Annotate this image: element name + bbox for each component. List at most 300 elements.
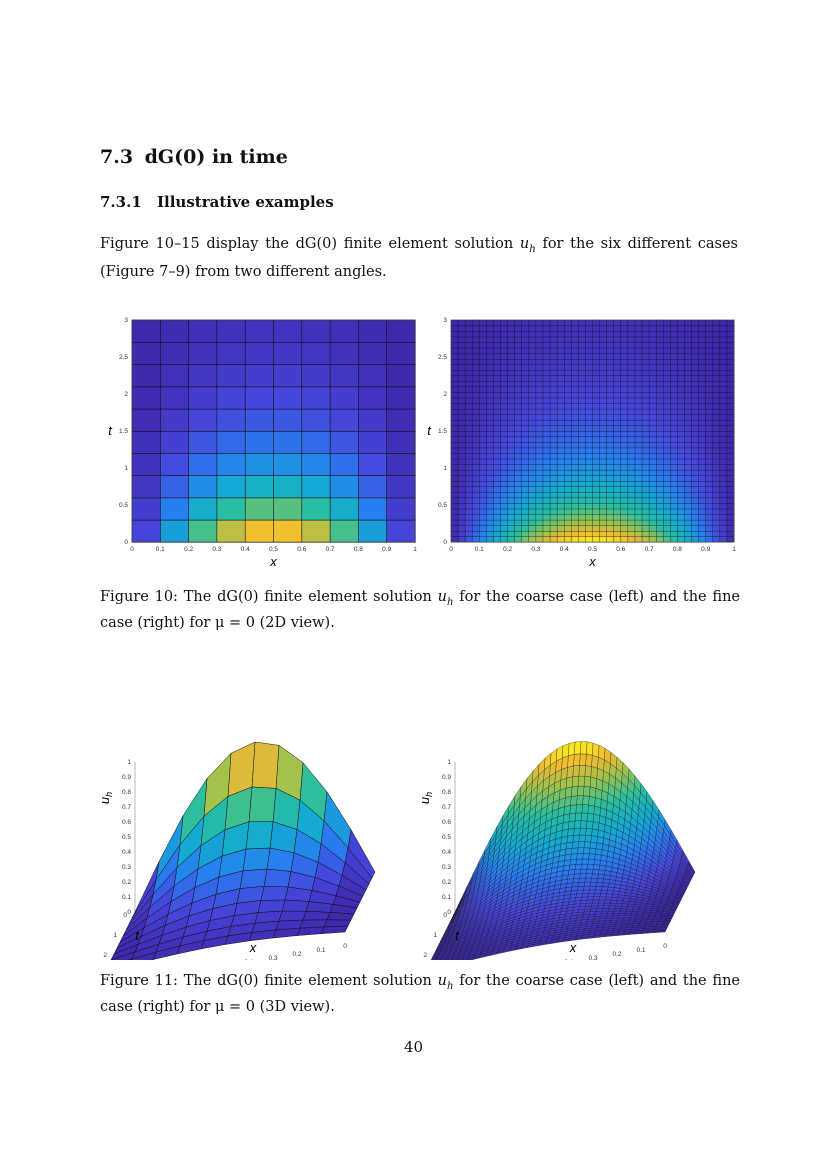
heatmap-cell	[670, 525, 677, 531]
heatmap-cell	[515, 531, 522, 537]
heatmap-cell	[656, 387, 663, 393]
heatmap-cell	[720, 431, 727, 437]
heatmap-cell	[451, 409, 458, 415]
heatmap-cell	[493, 525, 500, 531]
heatmap-cell	[706, 431, 713, 437]
heatmap-cell	[692, 525, 699, 531]
surface-face	[571, 854, 578, 860]
heatmap-cell	[699, 409, 706, 415]
heatmap-cell	[656, 342, 663, 348]
heatmap-cell	[550, 348, 557, 354]
heatmap-cell	[486, 376, 493, 382]
heatmap-cell	[522, 531, 529, 537]
heatmap-cell	[720, 381, 727, 387]
heatmap-cell	[578, 498, 585, 504]
heatmap-cell	[656, 409, 663, 415]
intro-var: u	[519, 236, 530, 252]
heatmap-cell	[706, 448, 713, 454]
heatmap-cell	[663, 531, 670, 537]
heatmap-cell	[727, 403, 734, 409]
intro-text-1: Figure 10–15 display the dG(0) finite element solution	[100, 236, 520, 252]
heatmap-cell	[557, 376, 564, 382]
heatmap-cell	[720, 337, 727, 343]
heatmap-cell	[465, 331, 472, 337]
heatmap-cell	[479, 464, 486, 470]
heatmap-cell	[706, 425, 713, 431]
heatmap-cell	[529, 342, 536, 348]
heatmap-cell	[451, 398, 458, 404]
heatmap-cell	[684, 437, 691, 443]
surface-face	[583, 854, 590, 860]
surface-face	[572, 882, 579, 887]
heatmap-cell	[501, 514, 508, 520]
surface-face	[658, 920, 665, 922]
heatmap-cell	[465, 414, 472, 420]
heatmap-cell	[472, 448, 479, 454]
heatmap-cell	[451, 348, 458, 354]
heatmap-cell	[635, 342, 642, 348]
heatmap-cell	[571, 320, 578, 326]
heatmap-cell	[245, 409, 274, 432]
surface-face	[597, 878, 604, 882]
heatmap-cell	[508, 420, 515, 426]
heatmap-cell	[593, 353, 600, 359]
heatmap-cell	[692, 503, 699, 509]
heatmap-cell	[670, 320, 677, 326]
heatmap-cell	[663, 398, 670, 404]
heatmap-cell	[699, 326, 706, 332]
heatmap-cell	[677, 459, 684, 465]
heatmap-cell	[274, 364, 303, 387]
heatmap-cell	[564, 431, 571, 437]
heatmap-cell	[593, 387, 600, 393]
heatmap-cell	[706, 398, 713, 404]
heatmap-cell	[571, 481, 578, 487]
surface-face	[240, 869, 267, 889]
heatmap-cell	[593, 376, 600, 382]
heatmap-cell	[536, 425, 543, 431]
heatmap-cell	[670, 459, 677, 465]
intro-var-sub: h	[529, 243, 536, 255]
surface-face	[282, 900, 309, 911]
heatmap-cell	[593, 414, 600, 420]
heatmap-cell	[486, 448, 493, 454]
heatmap-cell	[557, 425, 564, 431]
heatmap-cell	[727, 464, 734, 470]
heatmap-cell	[600, 370, 607, 376]
heatmap-cell	[245, 342, 274, 365]
heatmap-cell	[727, 448, 734, 454]
z-axis-label: $u_h$	[417, 791, 434, 805]
heatmap-cell	[160, 387, 189, 410]
heatmap-cell	[571, 409, 578, 415]
heatmap-cell	[684, 381, 691, 387]
heatmap-cell	[451, 370, 458, 376]
heatmap-cell	[692, 326, 699, 332]
heatmap-cell	[600, 409, 607, 415]
heatmap-cell	[160, 342, 189, 365]
heatmap-cell	[649, 520, 656, 526]
heatmap-cell	[621, 503, 628, 509]
heatmap-cell	[649, 509, 656, 515]
surface-face	[592, 869, 599, 874]
heatmap-cell	[692, 509, 699, 515]
heatmap-cell	[550, 487, 557, 493]
heatmap-cell	[571, 475, 578, 481]
heatmap-cell	[458, 320, 465, 326]
surface-face	[624, 916, 631, 918]
heatmap-cell	[486, 514, 493, 520]
heatmap-cell	[564, 359, 571, 365]
heatmap-cell	[621, 370, 628, 376]
heatmap-cell	[713, 437, 720, 443]
heatmap-cell	[486, 409, 493, 415]
heatmap-cell	[600, 475, 607, 481]
heatmap-cell	[557, 326, 564, 332]
heatmap-cell	[628, 337, 635, 343]
heatmap-cell	[578, 342, 585, 348]
heatmap-cell	[684, 420, 691, 426]
heatmap-cell	[571, 337, 578, 343]
heatmap-cell	[501, 520, 508, 526]
heatmap-cell	[649, 353, 656, 359]
heatmap-cell	[522, 475, 529, 481]
heatmap-cell	[670, 420, 677, 426]
heatmap-cell	[302, 320, 331, 343]
heatmap-cell	[543, 348, 550, 354]
heatmap-cell	[607, 470, 614, 476]
heatmap-cell	[677, 425, 684, 431]
x-tick-label: 0	[449, 546, 453, 553]
heatmap-cell	[387, 342, 416, 365]
surface-face	[583, 786, 590, 796]
heatmap-cell	[536, 370, 543, 376]
surface-face	[591, 878, 598, 882]
heatmap-cell	[501, 475, 508, 481]
heatmap-cell	[515, 481, 522, 487]
heatmap-cell	[550, 470, 557, 476]
heatmap-cell	[727, 475, 734, 481]
heatmap-cell	[472, 342, 479, 348]
z-tick-label: 0.4	[121, 849, 131, 856]
heatmap-cell	[628, 514, 635, 520]
heatmap-cell	[713, 414, 720, 420]
heatmap-cell	[677, 353, 684, 359]
heatmap-cell	[600, 376, 607, 382]
heatmap-cell	[635, 503, 642, 509]
heatmap-cell	[543, 492, 550, 498]
heatmap-cell	[677, 409, 684, 415]
heatmap-cell	[536, 448, 543, 454]
heatmap-cell	[607, 492, 614, 498]
heatmap-cell	[493, 331, 500, 337]
heatmap-cell	[578, 492, 585, 498]
surface-face	[646, 920, 653, 922]
heatmap-cell	[720, 398, 727, 404]
heatmap-cell	[621, 342, 628, 348]
heatmap-cell	[593, 525, 600, 531]
heatmap-cell	[493, 348, 500, 354]
surface-face	[594, 860, 601, 866]
heatmap-cell	[564, 536, 571, 542]
heatmap-cell	[501, 409, 508, 415]
fig11-caption-text-2: for the coarse case (left) and the fine case (right) for μ = 0 (3D view).	[100, 973, 740, 1015]
heatmap-cell	[585, 492, 592, 498]
heatmap-cell	[649, 492, 656, 498]
heatmap-cell	[692, 387, 699, 393]
heatmap-cell	[628, 376, 635, 382]
heatmap-cell	[720, 353, 727, 359]
heatmap-cell	[628, 531, 635, 537]
heatmap-cell	[358, 320, 387, 343]
heatmap-cell	[536, 398, 543, 404]
heatmap-cell	[720, 459, 727, 465]
heatmap-cell	[217, 320, 246, 343]
heatmap-cell	[585, 536, 592, 542]
heatmap-cell	[508, 337, 515, 343]
heatmap-cell	[550, 492, 557, 498]
heatmap-cell	[713, 364, 720, 370]
heatmap-cell	[571, 487, 578, 493]
heatmap-cell	[656, 403, 663, 409]
heatmap-cell	[465, 381, 472, 387]
heatmap-cell	[529, 381, 536, 387]
heatmap-cell	[600, 459, 607, 465]
surface-face	[574, 754, 581, 766]
heatmap-cell	[684, 525, 691, 531]
surface-face	[584, 882, 591, 886]
heatmap-cell	[727, 525, 734, 531]
surface-face	[564, 860, 571, 866]
heatmap-cell	[486, 387, 493, 393]
heatmap-cell	[713, 525, 720, 531]
heatmap-cell	[571, 376, 578, 382]
heatmap-cell	[585, 459, 592, 465]
x-tick-label: 0	[663, 943, 667, 950]
heatmap-cell	[515, 525, 522, 531]
heatmap-cell	[720, 536, 727, 542]
heatmap-cell	[642, 470, 649, 476]
heatmap-cell	[536, 498, 543, 504]
heatmap-cell	[628, 464, 635, 470]
heatmap-cell	[727, 348, 734, 354]
heatmap-cell	[642, 348, 649, 354]
heatmap-cell	[593, 326, 600, 332]
heatmap-cell	[458, 331, 465, 337]
heatmap-cell	[677, 392, 684, 398]
heatmap-cell	[217, 342, 246, 365]
heatmap-cell	[699, 470, 706, 476]
heatmap-cell	[642, 492, 649, 498]
surface-face	[601, 890, 608, 894]
heatmap-cell	[628, 320, 635, 326]
heatmap-cell	[472, 353, 479, 359]
heatmap-cell	[522, 536, 529, 542]
heatmap-cell	[501, 431, 508, 437]
heatmap-cell	[642, 320, 649, 326]
heatmap-cell	[600, 487, 607, 493]
heatmap-cell	[493, 425, 500, 431]
heatmap-cell	[593, 342, 600, 348]
heatmap-cell	[656, 509, 663, 515]
y-tick-label: 0	[443, 539, 447, 546]
heatmap-cell	[621, 442, 628, 448]
heatmap-cell	[465, 337, 472, 343]
heatmap-cell	[649, 464, 656, 470]
heatmap-cell	[486, 470, 493, 476]
heatmap-cell	[684, 370, 691, 376]
heatmap-cell	[635, 487, 642, 493]
heatmap-cell	[486, 531, 493, 537]
heatmap-cell	[501, 442, 508, 448]
heatmap-cell	[585, 348, 592, 354]
heatmap-cell	[649, 531, 656, 537]
heatmap-cell	[515, 359, 522, 365]
surface-face	[264, 869, 291, 887]
heatmap-cell	[472, 481, 479, 487]
z-tick-label: 0.6	[441, 819, 451, 826]
heatmap-cell	[593, 442, 600, 448]
heatmap-cell	[713, 387, 720, 393]
heatmap-cell	[585, 425, 592, 431]
surface-face	[634, 920, 641, 922]
heatmap-cell	[628, 448, 635, 454]
heatmap-cell	[621, 359, 628, 365]
heatmap-cell	[493, 320, 500, 326]
heatmap-cell	[649, 431, 656, 437]
heatmap-cell	[677, 481, 684, 487]
heatmap-cell	[621, 448, 628, 454]
y-tick-label: 2	[443, 391, 447, 398]
heatmap-cell	[727, 359, 734, 365]
heatmap-cell	[245, 475, 274, 498]
surface-face	[603, 906, 610, 909]
heatmap-cell	[593, 531, 600, 537]
heatmap-cell	[628, 342, 635, 348]
z-tick-label: 0.5	[441, 834, 451, 841]
surface-face	[586, 869, 593, 874]
surface-face	[596, 909, 603, 912]
heatmap-cell	[706, 470, 713, 476]
heatmap-cell	[578, 525, 585, 531]
heatmap-cell	[564, 470, 571, 476]
x-tick-label: 1	[732, 546, 736, 553]
heatmap-cell	[557, 359, 564, 365]
heatmap-cell	[529, 536, 536, 542]
heatmap-cell	[684, 536, 691, 542]
heatmap-cell	[543, 514, 550, 520]
heatmap-cell	[515, 414, 522, 420]
surface-face	[606, 916, 613, 919]
heatmap-cell	[684, 414, 691, 420]
heatmap-cell	[358, 387, 387, 410]
heatmap-cell	[564, 492, 571, 498]
heatmap-cell	[557, 398, 564, 404]
surface-face	[586, 742, 593, 755]
heatmap-cell	[493, 420, 500, 426]
heatmap-cell	[628, 414, 635, 420]
heatmap-cell	[458, 420, 465, 426]
heatmap-cell	[529, 514, 536, 520]
surface-face	[569, 813, 576, 822]
heatmap-cell	[713, 459, 720, 465]
heatmap-cell	[465, 353, 472, 359]
heatmap-cell	[557, 392, 564, 398]
heatmap-cell	[458, 481, 465, 487]
surface-face	[565, 848, 572, 855]
heatmap-cell	[543, 342, 550, 348]
heatmap-cell	[529, 376, 536, 382]
heatmap-cell	[642, 337, 649, 343]
heatmap-cell	[458, 370, 465, 376]
surface-face	[563, 814, 570, 823]
heatmap-cell	[621, 331, 628, 337]
heatmap-cell	[274, 475, 303, 498]
heatmap-cell	[274, 387, 303, 410]
heatmap-cell	[663, 536, 670, 542]
heatmap-cell	[543, 409, 550, 415]
heatmap-cell	[536, 520, 543, 526]
heatmap-cell	[330, 364, 359, 387]
heatmap-cell	[550, 409, 557, 415]
heatmap-cell	[550, 392, 557, 398]
heatmap-cell	[564, 448, 571, 454]
heatmap-cell	[656, 525, 663, 531]
heatmap-cell	[614, 392, 621, 398]
heatmap-cell	[501, 459, 508, 465]
heatmap-cell	[465, 448, 472, 454]
heatmap-cell	[529, 326, 536, 332]
heatmap-cell	[600, 520, 607, 526]
heatmap-cell	[642, 409, 649, 415]
heatmap-cell	[727, 431, 734, 437]
heatmap-cell	[571, 498, 578, 504]
heatmap-cell	[621, 348, 628, 354]
surface-face	[578, 882, 585, 886]
heatmap-cell	[663, 370, 670, 376]
heatmap-cell	[585, 364, 592, 370]
x-tick-label: 0.3	[268, 955, 278, 960]
heatmap-cell	[607, 387, 614, 393]
heatmap-cell	[529, 392, 536, 398]
heatmap-cell	[543, 337, 550, 343]
heatmap-cell	[529, 531, 536, 537]
heatmap-cell	[642, 503, 649, 509]
heatmap-cell	[621, 470, 628, 476]
surface-face	[664, 922, 671, 924]
heatmap-cell	[465, 409, 472, 415]
heatmap-cell	[578, 531, 585, 537]
heatmap-cell	[585, 320, 592, 326]
heatmap-cell	[628, 381, 635, 387]
heatmap-cell	[501, 387, 508, 393]
heatmap-cell	[465, 342, 472, 348]
surface-face	[664, 920, 671, 922]
heatmap-cell	[677, 470, 684, 476]
heatmap-cell	[529, 420, 536, 426]
heatmap-cell	[593, 492, 600, 498]
heatmap-cell	[508, 353, 515, 359]
heatmap-cell	[600, 492, 607, 498]
heatmap-cell	[600, 453, 607, 459]
heatmap-cell	[465, 370, 472, 376]
z-axis-label-sub: h	[104, 791, 114, 797]
heatmap-cell	[578, 337, 585, 343]
surface-face	[573, 835, 580, 842]
heatmap-cell	[600, 531, 607, 537]
x-tick-label: 0.2	[503, 546, 513, 553]
heatmap-cell	[642, 442, 649, 448]
